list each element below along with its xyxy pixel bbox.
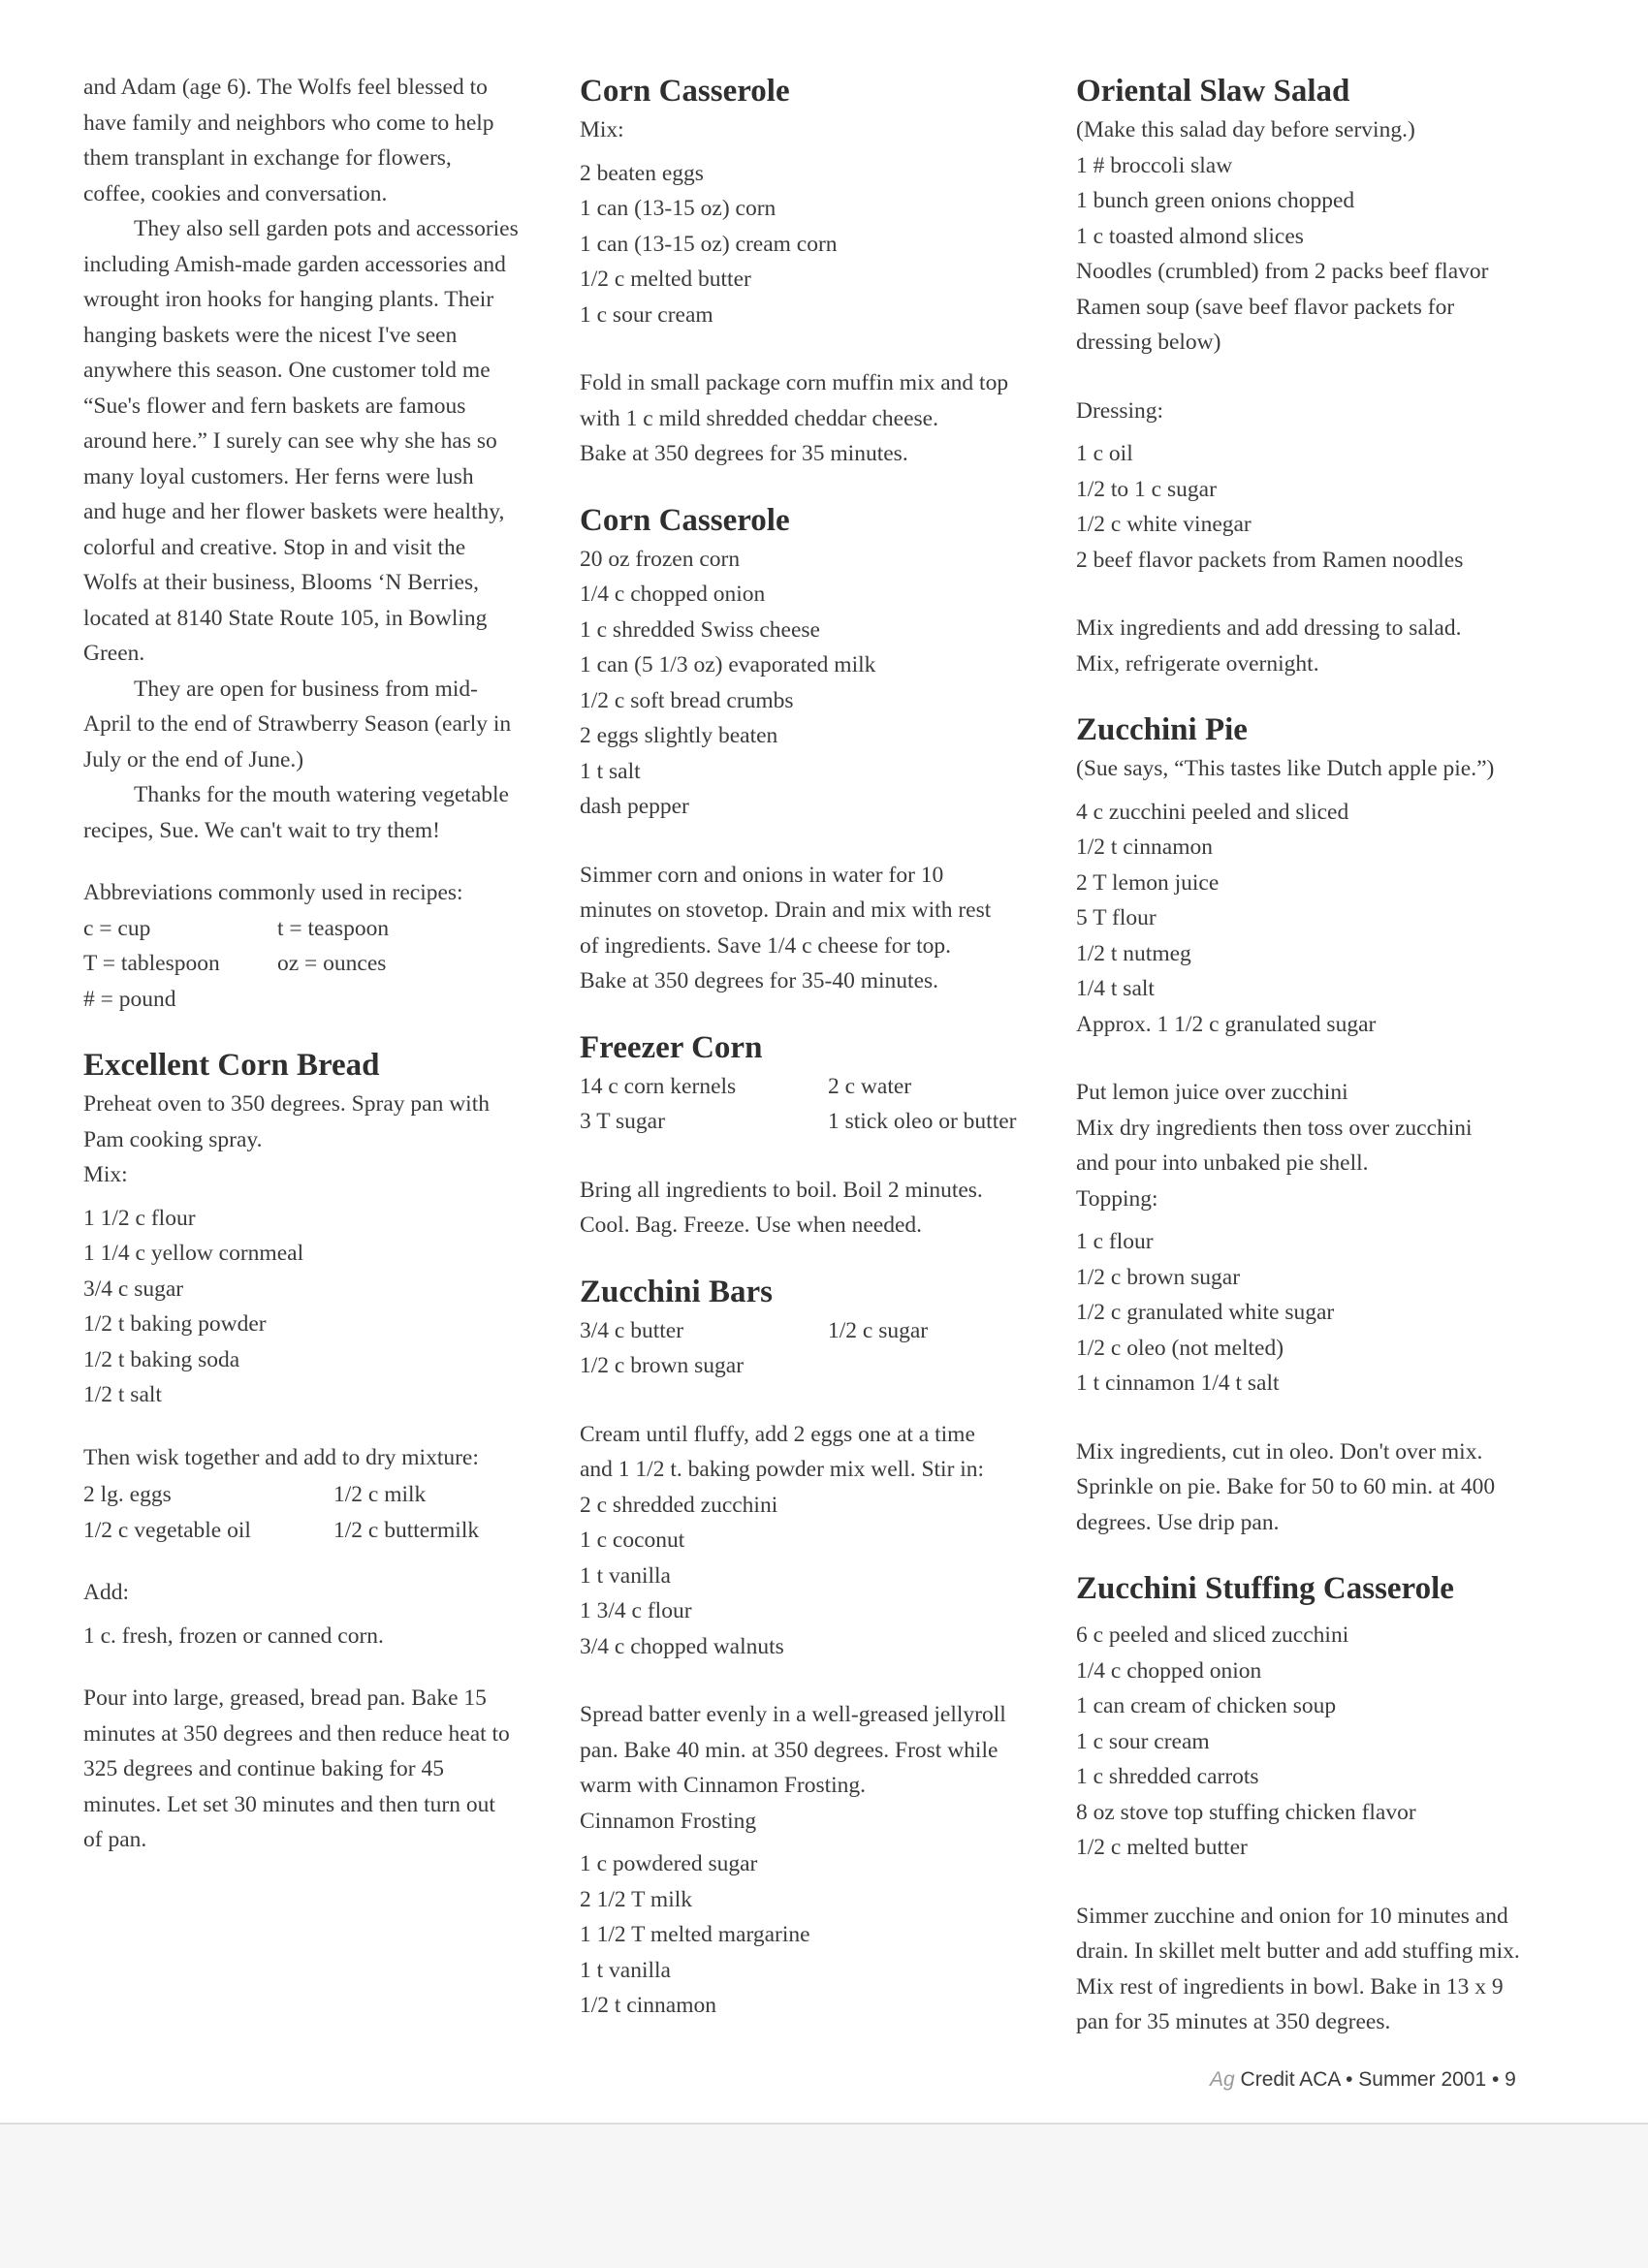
ingredient: 1/2 c white vinegar xyxy=(1076,512,1252,537)
ingredient: 2 lg. eggs xyxy=(83,1482,172,1507)
abbreviations-title: Abbreviations commonly used in recipes: xyxy=(83,880,463,905)
text-line: Bake at 350 degrees for 35 minutes. xyxy=(580,441,908,466)
ingredient: 1/2 t nutmeg xyxy=(1076,940,1191,966)
directions xyxy=(1076,1899,1561,2040)
ingredient: dressing below) xyxy=(1076,330,1221,355)
ingredient: 1 c shredded Swiss cheese xyxy=(580,616,820,643)
text-line: of pan. xyxy=(83,1827,147,1852)
text-line: drain. In skillet melt butter and add stuffing mix. xyxy=(1076,1938,1520,1964)
ingredient-list xyxy=(1076,148,1561,361)
text-line: They are open for business from mid- xyxy=(134,676,479,702)
ingredient: 6 c peeled and sliced zucchini xyxy=(1076,1622,1349,1648)
text-line: Bake at 350 degrees for 35-40 minutes. xyxy=(580,968,939,993)
ingredient: 1 c. fresh, frozen or canned corn. xyxy=(83,1622,384,1649)
text-line: Spread batter evenly in a well-greased jellyroll xyxy=(580,1702,1006,1727)
abbreviation: T = tablespoon xyxy=(83,951,220,976)
abbreviation: # = pound xyxy=(83,986,176,1012)
ingredient: 1/2 c brown sugar xyxy=(580,1353,745,1378)
ingredient: 1 can (13-15 oz) corn xyxy=(580,196,776,221)
page-footer xyxy=(1210,2068,1516,2092)
recipe-title-freezer-corn: Freezer Corn xyxy=(580,1029,763,1065)
text-line: Mix, refrigerate overnight. xyxy=(1076,650,1319,677)
ingredient: 5 T flour xyxy=(1076,905,1157,930)
ingredient: Approx. 1 1/2 c granulated sugar xyxy=(1076,1011,1377,1037)
text-line: Cool. Bag. Freeze. Use when needed. xyxy=(580,1213,923,1238)
text-line: minutes at 350 degrees and then reduce heat to xyxy=(83,1720,510,1747)
hours-paragraph xyxy=(83,672,558,778)
text-line: and pour into unbaked pie shell. xyxy=(1076,1150,1369,1176)
text-line: degrees. Use drip pan. xyxy=(1076,1509,1280,1535)
text-line: Mix ingredients, cut in oleo. Don't over mix. xyxy=(1076,1438,1483,1465)
abbreviations-table xyxy=(83,911,558,1018)
ingredient: 1 t cinnamon 1/4 t salt xyxy=(1076,1370,1280,1396)
ingredient: 1/4 c chopped onion xyxy=(1076,1657,1262,1684)
middle-column xyxy=(580,70,1055,2024)
ingredient: Noodles (crumbled) from 2 packs beef flavor xyxy=(1076,259,1489,284)
ingredient: 1/2 c melted butter xyxy=(580,267,751,292)
text-line: many loyal customers. Her ferns were lush xyxy=(83,463,474,489)
text-line: Mix rest of ingredients in bowl. Bake in 13 x 9 xyxy=(1076,1973,1504,2000)
ingredient: 2 beaten eggs xyxy=(580,160,704,186)
text-line: and 1 1/2 t. baking powder mix well. Stir in: xyxy=(580,1457,985,1482)
directions xyxy=(580,1697,1055,1804)
recipe-note: (Make this salad day before serving.) xyxy=(1076,117,1415,142)
ingredient: 1/2 c melted butter xyxy=(1076,1835,1248,1860)
text-line: wrought iron hooks for hanging plants. Their xyxy=(83,287,494,312)
text-line: 325 degrees and continue baking for 45 xyxy=(83,1756,444,1781)
recipe-title-excellent-corn-bread: Excellent Corn Bread xyxy=(83,1048,380,1083)
text-line: Cream until fluffy, add 2 eggs one at a time xyxy=(580,1421,975,1447)
text-line: warm with Cinnamon Frosting. xyxy=(580,1773,867,1798)
ingredient-list xyxy=(1076,1618,1561,1866)
ingredient: 1 1/2 T melted margarine xyxy=(580,1922,810,1947)
recipe-title-corn-casserole: Corn Casserole xyxy=(580,74,790,109)
scan-bottom-margin xyxy=(0,2123,1648,2268)
text-line: Pam cooking spray. xyxy=(83,1126,263,1152)
recipe-title-zucchini-pie: Zucchini Pie xyxy=(1076,712,1248,747)
ingredient: 2 1/2 T milk xyxy=(580,1886,692,1912)
topping-label: Topping: xyxy=(1076,1185,1158,1212)
thanks-paragraph xyxy=(83,777,558,848)
directions xyxy=(580,1173,1055,1244)
text-line: Sprinkle on pie. Bake for 50 to 60 min. at 400 xyxy=(1076,1474,1496,1499)
ingredient: 3/4 c sugar xyxy=(83,1276,184,1302)
text-line: Fold in small package corn muffin mix and top xyxy=(580,370,1009,395)
ingredient: 1 t vanilla xyxy=(580,1957,671,1983)
recipe-title-zucchini-bars: Zucchini Bars xyxy=(580,1274,773,1309)
ingredient: 1 c flour xyxy=(1076,1229,1154,1254)
wisk-label: Then wisk together and add to dry mixture: xyxy=(83,1444,479,1470)
ingredient: 1 stick oleo or butter xyxy=(828,1109,1017,1134)
ingredient: 1 can cream of chicken soup xyxy=(1076,1693,1337,1718)
ingredient: 1 t vanilla xyxy=(580,1562,671,1589)
directions xyxy=(580,365,1055,472)
recipe-title-oriental-slaw-salad: Oriental Slaw Salad xyxy=(1076,74,1350,109)
text-line: have family and neighbors who come to help xyxy=(83,110,494,136)
ingredient: 2 beef flavor packets from Ramen noodles xyxy=(1076,547,1464,573)
ingredient: 2 T lemon juice xyxy=(1076,869,1220,896)
ingredient: 1 1/4 c yellow cornmeal xyxy=(83,1241,304,1266)
ingredient: 1/2 c sugar xyxy=(828,1317,929,1343)
text-line: “Sue's flower and fern baskets are famous xyxy=(83,393,466,419)
text-line: Pour into large, greased, bread pan. Bake 15 xyxy=(83,1685,487,1711)
ingredient: 1/2 c brown sugar xyxy=(1076,1264,1241,1290)
text-line: They also sell garden pots and accessories xyxy=(134,216,519,241)
ingredient-list xyxy=(580,1488,1055,1665)
abbreviation: c = cup xyxy=(83,915,151,941)
ingredient-list xyxy=(580,1069,1055,1140)
ingredient: 1 c coconut xyxy=(580,1528,685,1553)
ingredient: 2 c shredded zucchini xyxy=(580,1492,778,1518)
ingredient: 1 # broccoli slaw xyxy=(1076,152,1233,178)
text-line: minutes on stovetop. Drain and mix with rest xyxy=(580,898,992,923)
text-line: coffee, cookies and conversation. xyxy=(83,180,388,206)
frosting-label: Cinnamon Frosting xyxy=(580,1808,757,1834)
directions xyxy=(580,858,1055,999)
ingredient: 3/4 c chopped walnuts xyxy=(580,1633,784,1659)
text-line: pan for 35 minutes at 350 degrees. xyxy=(1076,2009,1391,2034)
text-line: Mix ingredients and add dressing to salad. xyxy=(1076,615,1462,641)
text-line: April to the end of Strawberry Season (early in xyxy=(83,711,512,737)
ingredient: 1/2 t cinnamon xyxy=(1076,835,1213,860)
text-line: of ingredients. Save 1/4 c cheese for top. xyxy=(580,932,952,959)
ingredient: 1/4 c chopped onion xyxy=(580,582,766,607)
dressing-label: Dressing: xyxy=(1076,397,1164,424)
ingredient: 1 3/4 c flour xyxy=(580,1598,692,1623)
right-column xyxy=(1076,70,1561,2040)
ingredient: 1 t salt xyxy=(580,758,641,784)
dressing-list xyxy=(1076,436,1561,578)
ingredient: Ramen soup (save beef flavor packets for xyxy=(1076,294,1455,320)
ingredient: 1 can (13-15 oz) cream corn xyxy=(580,231,838,257)
text-line: Thanks for the mouth watering vegetable xyxy=(134,782,509,807)
text-line: anywhere this season. One customer told me xyxy=(83,358,491,383)
ingredient: 1/2 t salt xyxy=(83,1382,162,1407)
ingredient: 1/2 to 1 c sugar xyxy=(1076,476,1217,502)
text-line: colorful and creative. Stop in and visit the xyxy=(83,534,466,560)
topping-list xyxy=(1076,1224,1561,1402)
ingredient: 1 bunch green onions chopped xyxy=(1076,188,1355,213)
ingredient: dash pepper xyxy=(580,794,689,819)
wet-ingredients xyxy=(83,1477,558,1548)
ingredient-list xyxy=(580,1313,1055,1384)
ingredient-list xyxy=(580,542,1055,825)
directions xyxy=(1076,611,1561,681)
ingredient: 1/2 t baking powder xyxy=(83,1311,267,1337)
text-line: them transplant in exchange for flowers, xyxy=(83,145,452,171)
ingredient: 1/2 c milk xyxy=(333,1482,427,1507)
ingredient: 1 c shredded carrots xyxy=(1076,1764,1259,1789)
text-line: July or the end of June.) xyxy=(83,746,304,772)
intro-paragraph xyxy=(83,70,558,211)
text-line: with 1 c mild shredded cheddar cheese. xyxy=(580,405,938,431)
ingredient: 8 oz stove top stuffing chicken flavor xyxy=(1076,1799,1416,1825)
text-line: including Amish-made garden accessories and xyxy=(83,251,506,277)
text-line: around here.” I surely can see why she has so xyxy=(83,428,497,454)
text-line: Mix dry ingredients then toss over zucchini xyxy=(1076,1115,1473,1141)
text-line: and Adam (age 6). The Wolfs feel blessed to xyxy=(83,75,488,100)
ingredient: 1 1/2 c flour xyxy=(83,1205,196,1231)
footer-text: Credit ACA • Summer 2001 • 9 xyxy=(1240,2068,1516,2091)
text-line: Wolfs at their business, Blooms ‘N Berries, xyxy=(83,570,480,595)
ingredient: 4 c zucchini peeled and sliced xyxy=(1076,799,1349,825)
ingredient: 1/2 t cinnamon xyxy=(580,1993,716,2018)
garden-paragraph xyxy=(83,211,558,672)
mix-label: Mix: xyxy=(580,117,624,142)
add-label: Add: xyxy=(83,1580,129,1605)
text-line: recipes, Sue. We can't wait to try them! xyxy=(83,817,441,843)
ingredient: 1 c toasted almond slices xyxy=(1076,223,1304,249)
text-line: Simmer zucchine and onion for 10 minutes and xyxy=(1076,1903,1508,1929)
ingredient: 1/2 c soft bread crumbs xyxy=(580,687,794,713)
text-line: minutes. Let set 30 minutes and then turn out xyxy=(83,1791,495,1817)
text-line: Bring all ingredients to boil. Boil 2 minutes. xyxy=(580,1177,983,1203)
recipe-title-corn-casserole-2: Corn Casserole xyxy=(580,502,790,538)
ingredient-list xyxy=(1076,795,1561,1043)
ag-credit-logo: Ag xyxy=(1210,2068,1235,2091)
ingredient: 1/2 t baking soda xyxy=(83,1346,240,1372)
directions xyxy=(83,1681,558,1858)
ingredient: 14 c corn kernels xyxy=(580,1073,737,1099)
ingredient: 1 c sour cream xyxy=(1076,1728,1210,1754)
text-line: hanging baskets were the nicest I've seen xyxy=(83,322,458,348)
ingredient: 20 oz frozen corn xyxy=(580,546,741,572)
text-line: pan. Bake 40 min. at 350 degrees. Frost while xyxy=(580,1737,998,1763)
ingredient-list xyxy=(83,1201,558,1413)
text-line: located at 8140 State Route 105, in Bowling xyxy=(83,605,488,631)
ingredient: 3 T sugar xyxy=(580,1109,665,1134)
ingredient: 1/2 c oleo (not melted) xyxy=(1076,1335,1284,1361)
text-line: Preheat oven to 350 degrees. Spray pan with xyxy=(83,1091,490,1117)
text-line: and huge and her flower baskets were healthy, xyxy=(83,499,505,524)
ingredient: 1 c oil xyxy=(1076,441,1133,466)
recipe-note: (Sue says, “This tastes like Dutch apple pie.”) xyxy=(1076,756,1495,781)
ingredient: 1 can (5 1/3 oz) evaporated milk xyxy=(580,652,876,677)
abbreviation: t = teaspoon xyxy=(277,915,390,941)
ingredient-list xyxy=(580,156,1055,333)
recipe-title-zucchini-stuffing-casserole: Zucchini Stuffing Casserole xyxy=(1076,1571,1454,1606)
mix-label: Mix: xyxy=(83,1162,128,1187)
ingredient: 1/2 c buttermilk xyxy=(333,1517,480,1543)
ingredient: 1/4 t salt xyxy=(1076,976,1155,1001)
abbreviation: oz = ounces xyxy=(277,951,387,976)
text-line: Put lemon juice over zucchini xyxy=(1076,1080,1348,1105)
ingredient: 2 c water xyxy=(828,1073,912,1099)
left-column xyxy=(83,70,558,1858)
ingredient: 1 c sour cream xyxy=(580,301,713,328)
text-line: Simmer corn and onions in water for 10 xyxy=(580,862,944,888)
ingredient: 2 eggs slightly beaten xyxy=(580,723,778,748)
directions xyxy=(1076,1075,1561,1181)
frosting-list xyxy=(580,1846,1055,2024)
ingredient: 1 c powdered sugar xyxy=(580,1851,758,1876)
directions xyxy=(1076,1434,1561,1541)
ingredient: 1/2 c granulated white sugar xyxy=(1076,1300,1335,1325)
text-line: Green. xyxy=(83,641,145,666)
ingredient: 3/4 c butter xyxy=(580,1317,684,1343)
ingredient: 1/2 c vegetable oil xyxy=(83,1517,251,1543)
